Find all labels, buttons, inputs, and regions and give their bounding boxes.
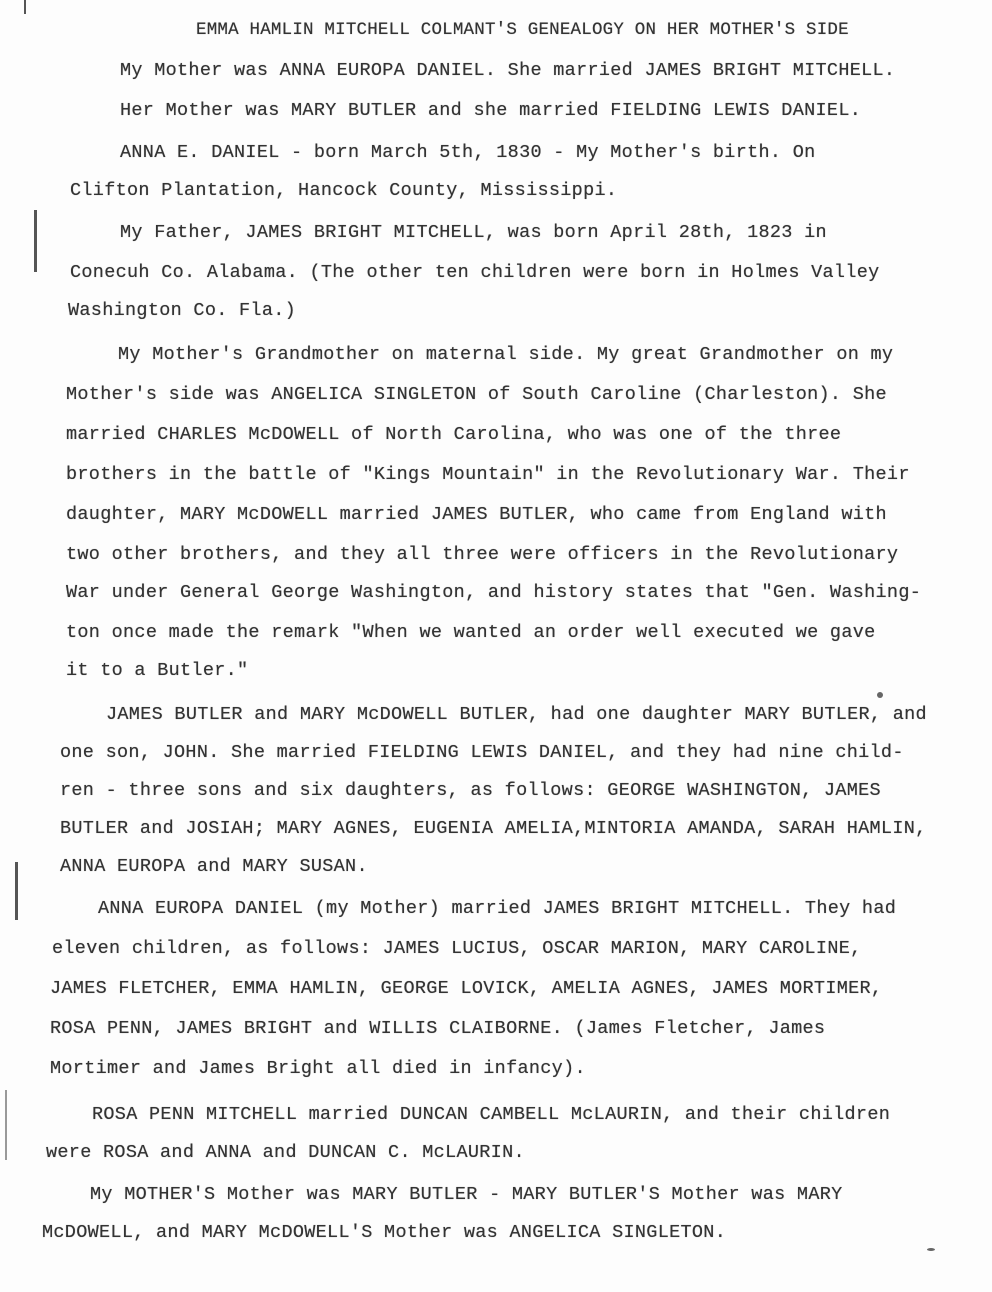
text-line: My Mother was ANNA EUROPA DANIEL. She married JAMES BRIGHT MITCHELL. [120,60,896,81]
document-title: EMMA HAMLIN MITCHELL COLMANT'S GENEALOGY ON HER MOTHER'S SIDE [196,20,849,40]
scan-mark-left-1 [34,210,37,272]
text-line: two other brothers, and they all three were officers in the Revolutionary [66,544,899,565]
text-line: McDOWELL, and MARY McDOWELL'S Mother was ANGELICA SINGLETON. [42,1222,727,1243]
text-line: My MOTHER'S Mother was MARY BUTLER - MARY BUTLER'S Mother was MARY [90,1184,843,1205]
text-line: BUTLER and JOSIAH; MARY AGNES, EUGENIA AMELIA,MINTORIA AMANDA, SARAH HAMLIN, [60,818,927,839]
text-line: Mortimer and James Bright all died in infancy). [50,1058,586,1079]
scan-speck-1 [877,692,883,698]
text-line: Her Mother was MARY BUTLER and she married FIELDING LEWIS DANIEL. [120,100,862,121]
text-line: ROSA PENN, JAMES BRIGHT and WILLIS CLAIBORNE. (James Fletcher, James [50,1018,826,1039]
text-line: were ROSA and ANNA and DUNCAN C. McLAURIN. [46,1142,525,1163]
text-line: ANNA EUROPA DANIEL (my Mother) married JAMES BRIGHT MITCHELL. They had [98,898,897,919]
text-line: My Mother's Grandmother on maternal side. My great Grandmother on my [118,344,894,365]
text-line: ren - three sons and six daughters, as follows: GEORGE WASHINGTON, JAMES [60,780,881,801]
text-line: daughter, MARY McDOWELL married JAMES BUTLER, who came from England with [66,504,887,525]
text-line: brothers in the battle of "Kings Mountain" in the Revolutionary War. Their [66,464,910,485]
text-line: ANNA EUROPA and MARY SUSAN. [60,856,368,877]
scan-speck-2 [927,1248,935,1251]
text-line: ton once made the remark "When we wanted an order well executed we gave [66,622,876,643]
text-line: ANNA E. DANIEL - born March 5th, 1830 - My Mother's birth. On [120,142,816,163]
text-line: eleven children, as follows: JAMES LUCIUS, OSCAR MARION, MARY CAROLINE, [52,938,862,959]
text-line: Clifton Plantation, Hancock County, Mississippi. [70,180,618,201]
text-line: My Father, JAMES BRIGHT MITCHELL, was born April 28th, 1823 in [120,222,827,243]
text-line: War under General George Washington, and history states that "Gen. Washing- [66,582,922,603]
scan-mark-left-3 [5,1090,7,1160]
text-line: Mother's side was ANGELICA SINGLETON of South Caroline (Charleston). She [66,384,887,405]
text-line: JAMES BUTLER and MARY McDOWELL BUTLER, had one daughter MARY BUTLER, and [106,704,927,725]
text-line: Conecuh Co. Alabama. (The other ten children were born in Holmes Valley [70,262,880,283]
text-line: it to a Butler." [66,660,249,681]
text-line: married CHARLES McDOWELL of North Carolina, who was one of the three [66,424,842,445]
text-line: Washington Co. Fla.) [68,300,297,321]
text-line: ROSA PENN MITCHELL married DUNCAN CAMBELL McLAURIN, and their children [92,1104,891,1125]
scan-mark-top [24,0,26,14]
scan-mark-left-2 [15,862,18,920]
text-line: JAMES FLETCHER, EMMA HAMLIN, GEORGE LOVICK, AMELIA AGNES, JAMES MORTIMER, [50,978,883,999]
text-line: one son, JOHN. She married FIELDING LEWIS DANIEL, and they had nine child- [60,742,904,763]
